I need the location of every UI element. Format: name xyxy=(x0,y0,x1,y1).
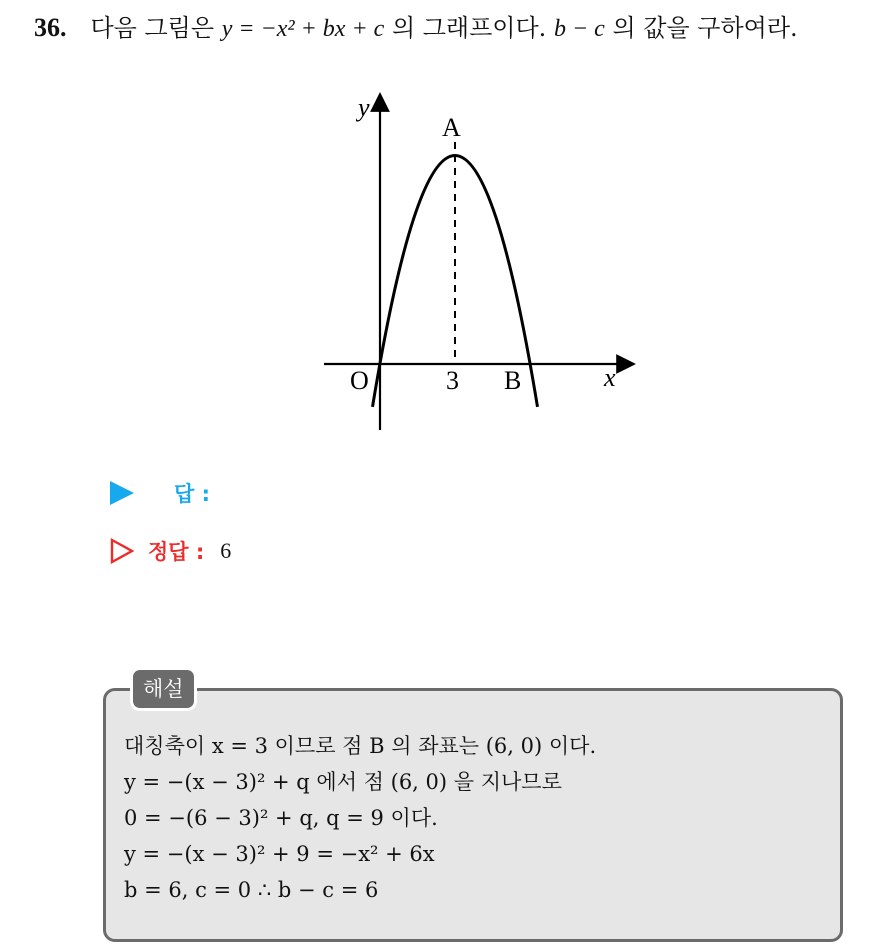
solution-text xyxy=(124,728,596,908)
tick-label-3: 3 xyxy=(446,366,459,395)
vertex-label: A xyxy=(442,113,461,142)
parabola-graph xyxy=(300,80,660,440)
point-b-label: B xyxy=(504,366,522,395)
outline-triangle-icon xyxy=(110,538,134,564)
question-number: 36. xyxy=(34,13,67,42)
question-text-prefix: 다음 그림은 xyxy=(90,14,215,42)
question-equation: y = −x² + bx + c xyxy=(221,16,385,42)
question-text-middle: 의 그래프이다. xyxy=(391,14,547,42)
correct-answer-row xyxy=(110,536,231,566)
y-axis-label: y xyxy=(358,93,370,122)
x-axis-label: x xyxy=(604,363,616,392)
correct-answer-value: 6 xyxy=(220,538,232,563)
question-text-suffix: 의 값을 구하여라. xyxy=(612,14,798,42)
solution-line: 0 = −(6 − 3)² + q, q = 9 이다. xyxy=(124,806,438,830)
answer-row xyxy=(110,478,210,508)
solution-line: 대칭축이 x = 3 이므로 점 B 의 좌표는 (6, 0) 이다. xyxy=(124,734,597,758)
solution-line: y = −(x − 3)² + 9 = −x² + 6x xyxy=(124,842,435,866)
parabola-figure xyxy=(300,80,660,440)
question-expression: b − c xyxy=(553,16,605,42)
solution-line: b = 6, c = 0 ∴ b − c = 6 xyxy=(124,878,379,902)
answer-label: 답 : xyxy=(174,482,210,506)
correct-answer-label: 정답 : xyxy=(148,540,205,564)
play-triangle-icon xyxy=(110,481,134,505)
question-header xyxy=(34,8,798,43)
solution-tab: 해설 xyxy=(130,667,197,711)
solution-line: y = −(x − 3)² + q 에서 점 (6, 0) 을 지나므로 xyxy=(124,770,562,794)
origin-label: O xyxy=(350,366,369,395)
